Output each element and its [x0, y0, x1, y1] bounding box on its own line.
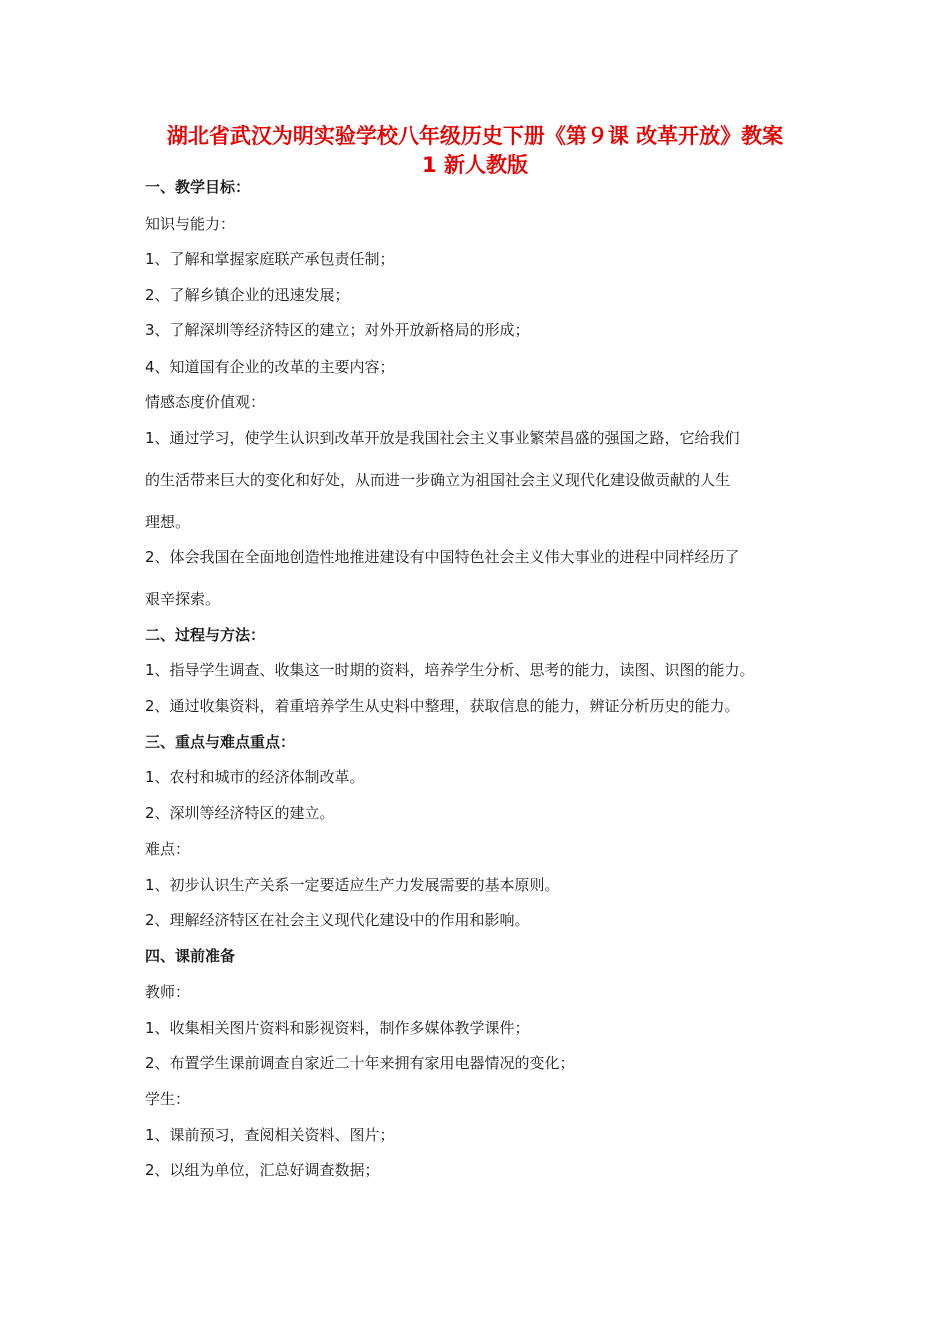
- section-heading-key-points: 三、重点与难点重点：: [145, 733, 296, 751]
- subheading-knowledge-ability: 知识与能力：: [145, 215, 236, 233]
- subheading-student: 学生：: [145, 1090, 191, 1108]
- paragraph-line: 2、理解经济特区在社会主义现代化建设中的作用和影响。: [145, 911, 530, 929]
- section-heading-preparation: 四、课前准备: [145, 947, 236, 965]
- section-heading-teaching-goals: 一、教学目标：: [145, 178, 251, 196]
- document-title-line-1: 湖北省武汉为明实验学校八年级历史下册《第９课 改革开放》教案: [166, 124, 784, 148]
- subheading-teacher: 教师：: [145, 983, 191, 1001]
- paragraph-line: 2、以组为单位，汇总好调查数据；: [145, 1161, 380, 1179]
- paragraph-line: 理想。: [145, 513, 191, 531]
- subheading-difficulties: 难点：: [145, 840, 191, 858]
- paragraph-line: 2、体会我国在全面地创造性地推进建设有中国特色社会主义伟大事业的进程中同样经历了: [145, 548, 740, 566]
- paragraph-line: 艰辛探索。: [145, 590, 221, 608]
- paragraph-line: 1、收集相关图片资料和影视资料，制作多媒体教学课件；: [145, 1019, 530, 1037]
- paragraph-line: 1、农村和城市的经济体制改革。: [145, 768, 365, 786]
- paragraph-line: 1、指导学生调查、收集这一时期的资料，培养学生分析、思考的能力，读图、识图的能力。: [145, 661, 755, 679]
- section-heading-process-methods: 二、过程与方法：: [145, 626, 266, 644]
- document-title-line-2: 1 新人教版: [422, 153, 528, 177]
- subheading-emotion-values: 情感态度价值观：: [145, 393, 266, 411]
- paragraph-line: 1、初步认识生产关系一定要适应生产力发展需要的基本原则。: [145, 876, 560, 894]
- paragraph-line: 2、了解乡镇企业的迅速发展；: [145, 286, 350, 304]
- paragraph-line: 的生活带来巨大的变化和好处，从而进一步确立为祖国社会主义现代化建设做贡献的人生: [145, 471, 731, 489]
- paragraph-line: 3、了解深圳等经济特区的建立；对外开放新格局的形成；: [145, 321, 530, 339]
- paragraph-line: 2、布置学生课前调查自家近二十年来拥有家用电器情况的变化；: [145, 1054, 575, 1072]
- paragraph-line: 1、通过学习，使学生认识到改革开放是我国社会主义事业繁荣昌盛的强国之路，它给我们: [145, 429, 740, 447]
- paragraph-line: 1、课前预习，查阅相关资料、图片；: [145, 1126, 395, 1144]
- paragraph-line: 2、通过收集资料，着重培养学生从史料中整理，获取信息的能力，辨证分析历史的能力。: [145, 697, 740, 715]
- paragraph-line: 1、了解和掌握家庭联产承包责任制；: [145, 250, 395, 268]
- paragraph-line: 2、深圳等经济特区的建立。: [145, 804, 335, 822]
- paragraph-line: 4、知道国有企业的改革的主要内容；: [145, 358, 395, 376]
